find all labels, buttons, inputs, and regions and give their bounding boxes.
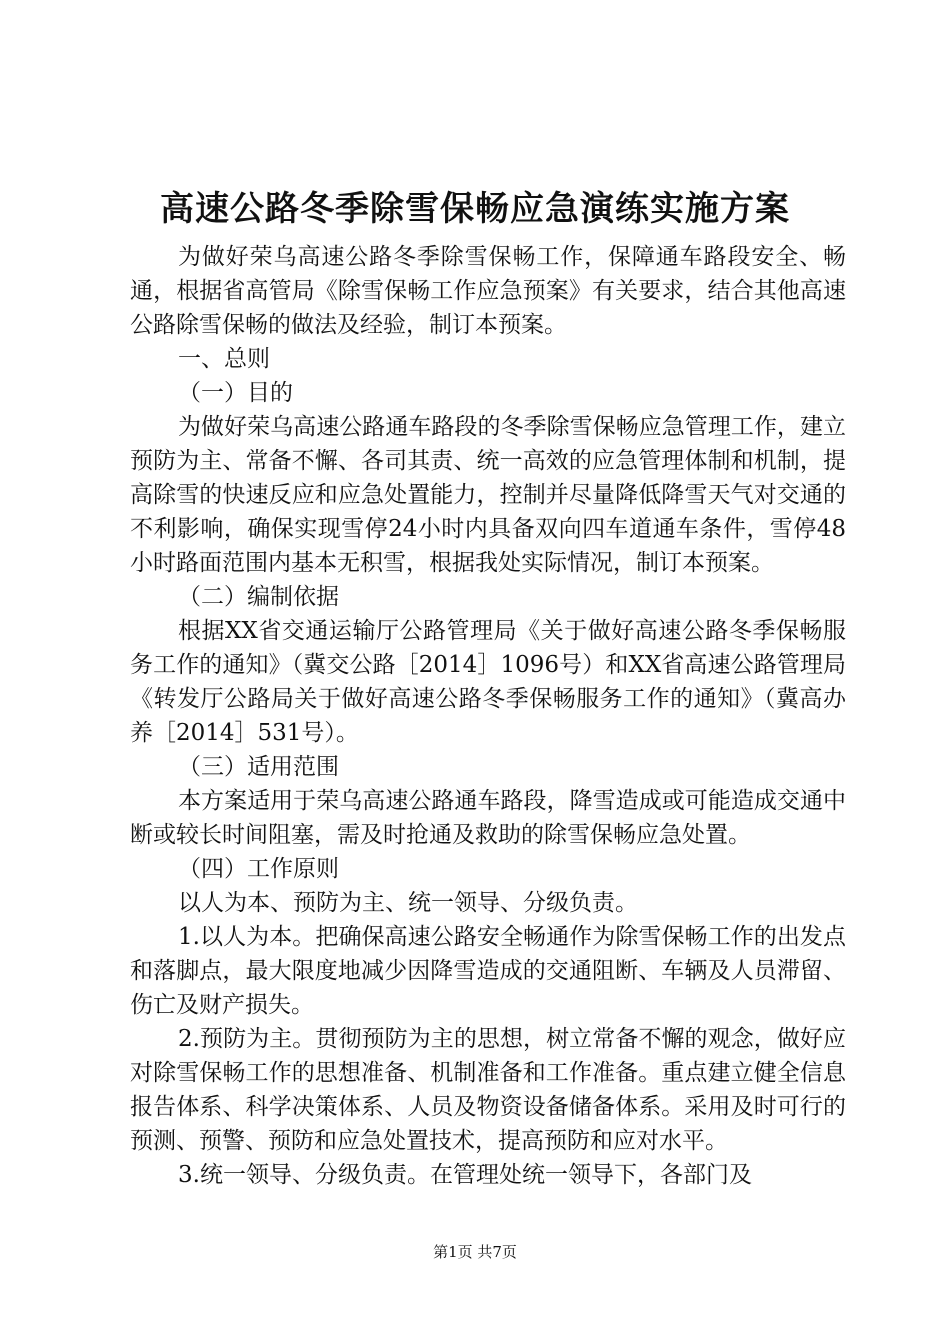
section-heading-general: 一、总则 [178, 346, 270, 372]
paragraph-basis: 根据XX省交通运输厅公路管理局《关于做好高速公路冬季保畅服务工作的通知》（冀交公路［2014］1096号）和XX省高速公路管理局《转发厅公路局关于做好高速公路冬季保畅服务工作的通知》（冀高办养［2014］531号）。 [130, 618, 846, 746]
subsection-heading-basis: （二）编制依据 [178, 584, 339, 610]
paragraph-purpose: 为做好荣乌高速公路通车路段的冬季除雪保畅应急管理工作，建立预防为主、常备不懈、各司其责、统一高效的应急管理体制和机制，提高除雪的快速反应和应急处置能力，控制并尽量降低降雪天气对交通的不利影响，确保实现雪停24小时内具备双向四车道通车条件，雪停48小时路面范围内基本无积雪，根据我处实际情况，制订本预案。 [130, 414, 846, 576]
paragraph-scope: 本方案适用于荣乌高速公路通车路段，降雪造成或可能造成交通中断或较长时间阻塞，需及时抢通及救助的除雪保畅应急处置。 [130, 788, 846, 848]
document-title: 高速公路冬季除雪保畅应急演练实施方案 [160, 189, 790, 229]
paragraph-principles-summary: 以人为本、预防为主、统一领导、分级负责。 [178, 890, 638, 916]
page-footer: 第1页 共7页 [433, 1243, 517, 1261]
document-body [130, 240, 846, 1192]
subsection-heading-purpose: （一）目的 [178, 380, 293, 406]
subsection-heading-principles: （四）工作原则 [178, 856, 339, 882]
paragraph-principle-1: 1.以人为本。把确保高速公路安全畅通作为除雪保畅工作的出发点和落脚点，最大限度地减少因降雪造成的交通阻断、车辆及人员滞留、伤亡及财产损失。 [130, 924, 846, 1018]
subsection-heading-scope: （三）适用范围 [178, 754, 339, 780]
paragraph-principle-2: 2.预防为主。贯彻预防为主的思想，树立常备不懈的观念，做好应对除雪保畅工作的思想准备、机制准备和工作准备。重点建立健全信息报告体系、科学决策体系、人员及物资设备储备体系。采用及时可行的预测、预警、预防和应急处置技术，提高预防和应对水平。 [130, 1026, 846, 1154]
paragraph-intro: 为做好荣乌高速公路冬季除雪保畅工作，保障通车路段安全、畅通，根据省高管局《除雪保畅工作应急预案》有关要求，结合其他高速公路除雪保畅的做法及经验，制订本预案。 [130, 244, 846, 338]
paragraph-principle-3: 3.统一领导、分级负责。在管理处统一领导下，各部门及 [178, 1162, 752, 1188]
